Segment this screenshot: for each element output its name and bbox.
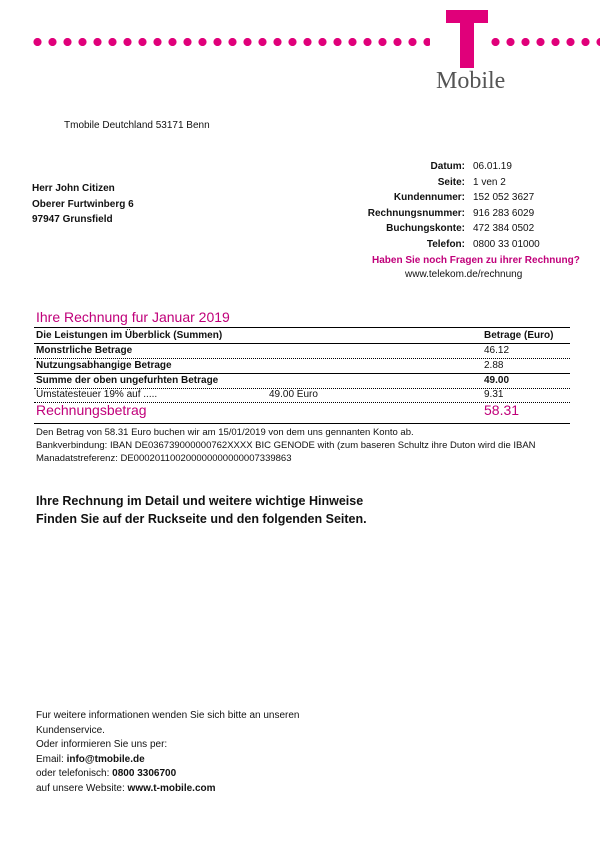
total-value: 58.31 xyxy=(484,402,520,418)
footer-phone: 0800 3306700 xyxy=(112,768,177,779)
tax-label: Umstatesteuer 19% auf ..... xyxy=(36,389,158,400)
recipient-city: 97947 Grunsfield xyxy=(32,214,113,225)
website-link[interactable]: www.telekom.de/rechnung xyxy=(405,269,523,280)
invoice-title: Ihre Rechnung fur Januar 2019 xyxy=(36,309,230,325)
recipient-name: Herr John Citizen xyxy=(32,183,115,194)
recipient-address xyxy=(32,181,134,228)
info-row-invoice-number: Rechnungsnummer: 916 283 6029 xyxy=(367,207,535,219)
footer-line: Oder informieren Sie uns per: xyxy=(36,739,168,750)
table-row-label: Nutzungsabhangige Betrage xyxy=(36,360,172,371)
table-header-left: Die Leistungen im Überblick (Summen) xyxy=(36,330,223,341)
detail-heading xyxy=(36,492,367,528)
footer-email[interactable]: info@tmobile.de xyxy=(66,753,145,765)
note-line: Manadatstreferenz: DE000201100200000000000007339863 xyxy=(36,453,292,464)
t-logo-icon xyxy=(446,10,488,68)
info-row-account: Buchungskonte: 472 384 0502 xyxy=(386,223,535,234)
footer-phone-row: oder telefonisch: 0800 3306700 xyxy=(36,768,177,779)
tax-value: 9.31 xyxy=(484,389,504,400)
table-row-value: 46.12 xyxy=(484,345,510,356)
recipient-street: Oberer Furtwinberg 6 xyxy=(32,198,134,210)
decorative-dots-left xyxy=(30,38,430,46)
total-label: Rechnungsbetrag xyxy=(36,402,147,418)
subtotal-label: Summe der oben ungefurhten Betrage xyxy=(36,375,219,386)
footer-email-row: Email: info@tmobile.de xyxy=(36,753,145,765)
footer-web-row: auf unsere Website: www.t-mobile.com xyxy=(36,782,216,794)
footer-contact xyxy=(36,709,299,796)
decorative-dots-right xyxy=(488,38,600,46)
brand-text: Mobile xyxy=(436,68,506,94)
note-line: Bankverbindung: IBAN DE036739000000762XXXX BIC GENODE with (zum baseren Schultz ihre Duton wird die IBAN xyxy=(36,440,536,451)
table-row-value: 2.88 xyxy=(484,360,504,371)
note-line: Den Betrag von 58.31 Euro buchen wir am 15/01/2019 von dem uns gennanten Konto ab. xyxy=(36,427,414,438)
footer-line: Kundenservice. xyxy=(36,724,105,736)
invoice-info xyxy=(300,159,573,252)
info-row-phone: Telefon: 0800 33 01000 xyxy=(426,238,540,250)
table-row-label: Monstrliche Betrage xyxy=(36,345,133,356)
info-row-page: Seite: 1 ven 2 xyxy=(437,176,506,188)
question-text: Haben Sie noch Fragen zu ihrer Rechnung? xyxy=(372,255,580,266)
info-row-date: Datum: 06.01.19 xyxy=(430,161,512,172)
tax-base: 49.00 Euro xyxy=(269,389,318,400)
subtotal-value: 49.00 xyxy=(484,375,510,386)
payment-notes xyxy=(36,426,536,465)
detail-heading-line: Ihre Rechnung im Detail und weitere wichtige Hinweise xyxy=(36,494,364,508)
footer-line: Fur weitere informationen wenden Sie sich bitte an unseren xyxy=(36,710,300,721)
detail-heading-line: Finden Sie auf der Ruckseite und den folgenden Seiten. xyxy=(36,512,367,526)
info-row-customer: Kundennumer: 152 052 3627 xyxy=(393,192,535,203)
footer-web[interactable]: www.t-mobile.com xyxy=(127,782,216,794)
sender-line: Tmobile Deutchland 53171 Benn xyxy=(64,120,210,131)
table-header-right: Betrage (Euro) xyxy=(484,330,554,341)
